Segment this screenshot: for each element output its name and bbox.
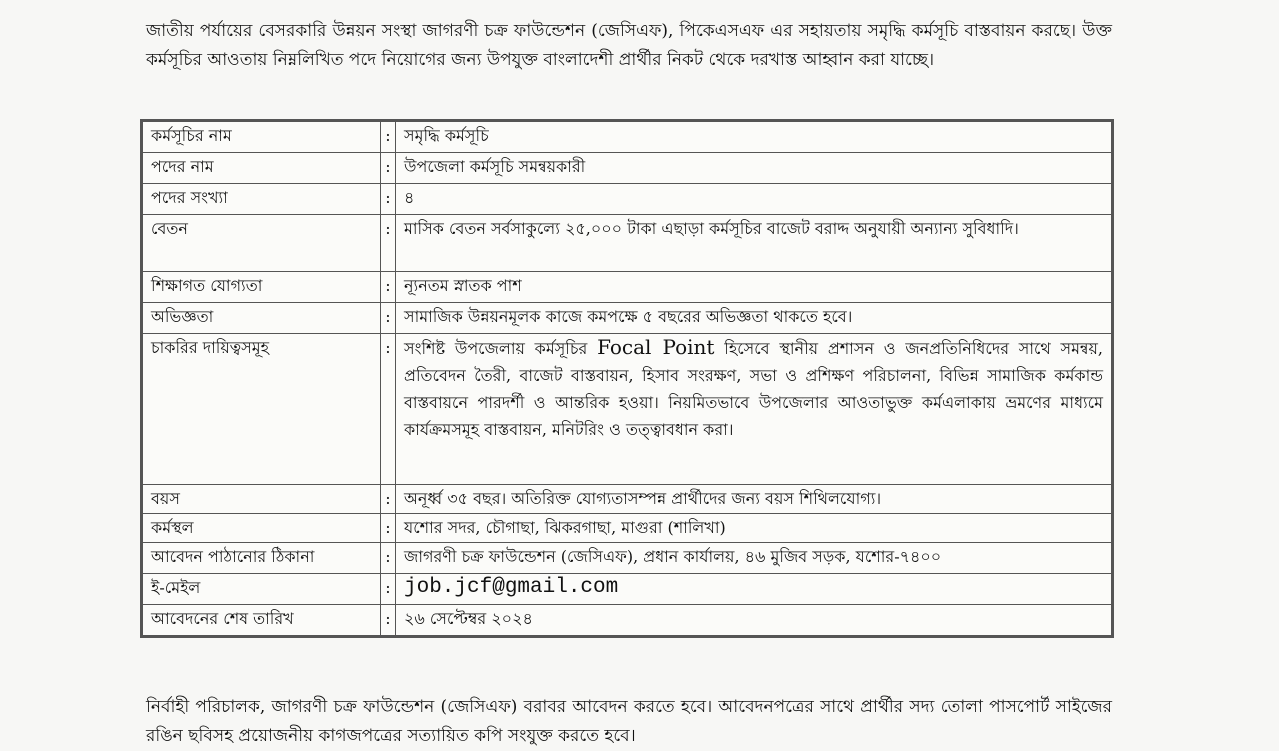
row-label: বয়স: [143, 485, 381, 514]
table-row: [143, 485, 1112, 514]
table-row: [143, 303, 1112, 334]
row-label: অভিজ্ঞতা: [143, 303, 381, 334]
row-separator: :: [381, 485, 396, 514]
table-row: [143, 543, 1112, 574]
row-label: আবেদন পাঠানোর ঠিকানা: [143, 543, 381, 574]
table-row: [143, 574, 1112, 605]
row-value: মাসিক বেতন সর্বসাকুল্যে ২৫,০০০ টাকা এছাড়া কর্মসূচির বাজেট বরাদ্দ অনুযায়ী অন্যান্য সুবিধাদি।: [396, 215, 1112, 272]
row-separator: :: [381, 153, 396, 184]
row-value: উপজেলা কর্মসূচি সমন্বয়কারী: [396, 153, 1112, 184]
row-value: অনূর্ধ্ব ৩৫ বছর। অতিরিক্ত যোগ্যতাসম্পন্ন প্রার্থীদের জন্য বয়স শিথিলযোগ্য।: [396, 485, 1112, 514]
row-label: কর্মসূচির নাম: [143, 122, 381, 153]
row-label: ই-মেইল: [143, 574, 381, 605]
table-row: [143, 215, 1112, 272]
row-separator: :: [381, 303, 396, 334]
intro-paragraph: জাতীয় পর্যায়ের বেসরকারি উন্নয়ন সংস্থা জাগরণী চক্র ফাউন্ডেশন (জেসিএফ), পিকেএসএফ এর সহায়তায় সমৃদ্ধি কর্মসূচি বাস্তবায়ন করছে। উক্ত কর্মসূচির আওতায় নিম্নলিখিত পদে নিয়োগের জন্য উপযুক্ত বাংলাদেশী প্রার্থীর নিকট থেকে দরখাস্ত আহ্বান করা যাচ্ছে।: [146, 21, 1112, 70]
row-value: ২৬ সেপ্টেম্বর ২০২৪: [396, 605, 1112, 636]
row-separator: :: [381, 272, 396, 303]
focal-point-text: Focal Point: [597, 335, 715, 359]
row-value: সমৃদ্ধি কর্মসূচি: [396, 122, 1112, 153]
row-separator: :: [381, 574, 396, 605]
footer-paragraph: নির্বাহী পরিচালক, জাগরণী চক্র ফাউন্ডেশন (জেসিএফ) বরাবর আবেদন করতে হবে। আবেদনপত্রের সাথে প্রার্থীর সদ্য তোলা পাসপোর্ট সাইজের রঙিন ছবিসহ প্রয়োজনীয় কাগজপত্রের সত্যায়িত কপি সংযুক্ত করতে হবে।: [146, 697, 1112, 746]
row-value: জাগরণী চক্র ফাউন্ডেশন (জেসিএফ), প্রধান কার্যালয়, ৪৬ মুজিব সড়ক, যশোর-৭৪০০: [396, 543, 1112, 574]
row-separator: :: [381, 184, 396, 215]
row-label: কর্মস্থল: [143, 514, 381, 543]
row-value: সামাজিক উন্নয়নমূলক কাজে কমপক্ষে ৫ বছরের অভিজ্ঞতা থাকতে হবে।: [396, 303, 1112, 334]
job-details-table: [142, 121, 1112, 636]
row-separator: :: [381, 605, 396, 636]
row-label: শিক্ষাগত যোগ্যতা: [143, 272, 381, 303]
row-label: পদের নাম: [143, 153, 381, 184]
table-row: [143, 334, 1112, 485]
row-value: ৪: [396, 184, 1112, 215]
row-separator: :: [381, 334, 396, 485]
row-value: ন্যূনতম স্নাতক পাশ: [396, 272, 1112, 303]
table-row: [143, 153, 1112, 184]
table-row: [143, 605, 1112, 636]
table-row: [143, 514, 1112, 543]
duties-text-start: সংশিষ্ট উপজেলায় কর্মসূচির: [404, 339, 588, 358]
row-label: আবেদনের শেষ তারিখ: [143, 605, 381, 636]
row-separator: :: [381, 215, 396, 272]
row-label: বেতন: [143, 215, 381, 272]
table-row: [143, 184, 1112, 215]
email-value: job.jcf@gmail.com: [396, 574, 1112, 605]
row-separator: :: [381, 514, 396, 543]
row-separator: :: [381, 543, 396, 574]
row-value: যশোর সদর, চৌগাছা, ঝিকরগাছা, মাগুরা (শালিখা): [396, 514, 1112, 543]
table-row: [143, 272, 1112, 303]
row-value: [396, 334, 1112, 485]
duties-text-rest: হিসেবে স্থানীয় প্রশাসন ও জনপ্রতিনিধিদের সাথে সমন্বয়, প্রতিবেদন তৈরী, বাজেট বাস্তবায়ন, হিসাব সংরক্ষণ, সভা ও প্রশিক্ষণ পরিচালনা, বিভিন্ন সামাজিক কর্মকান্ড বাস্তবায়নে পারদর্শী ও আন্তরিক হওয়া। নিয়মিতভাবে উপজেলার আওতাভুক্ত কর্মএলাকায় ভ্রমণের মাধ্যমে কার্যক্রমসমূহ বাস্তবায়ন, মনিটরিং ও তত্ত্বাবধান করা।: [404, 339, 1103, 439]
row-label: চাকরির দায়িত্বসমূহ: [143, 334, 381, 485]
table-row: [143, 122, 1112, 153]
row-separator: :: [381, 122, 396, 153]
row-label: পদের সংখ্যা: [143, 184, 381, 215]
